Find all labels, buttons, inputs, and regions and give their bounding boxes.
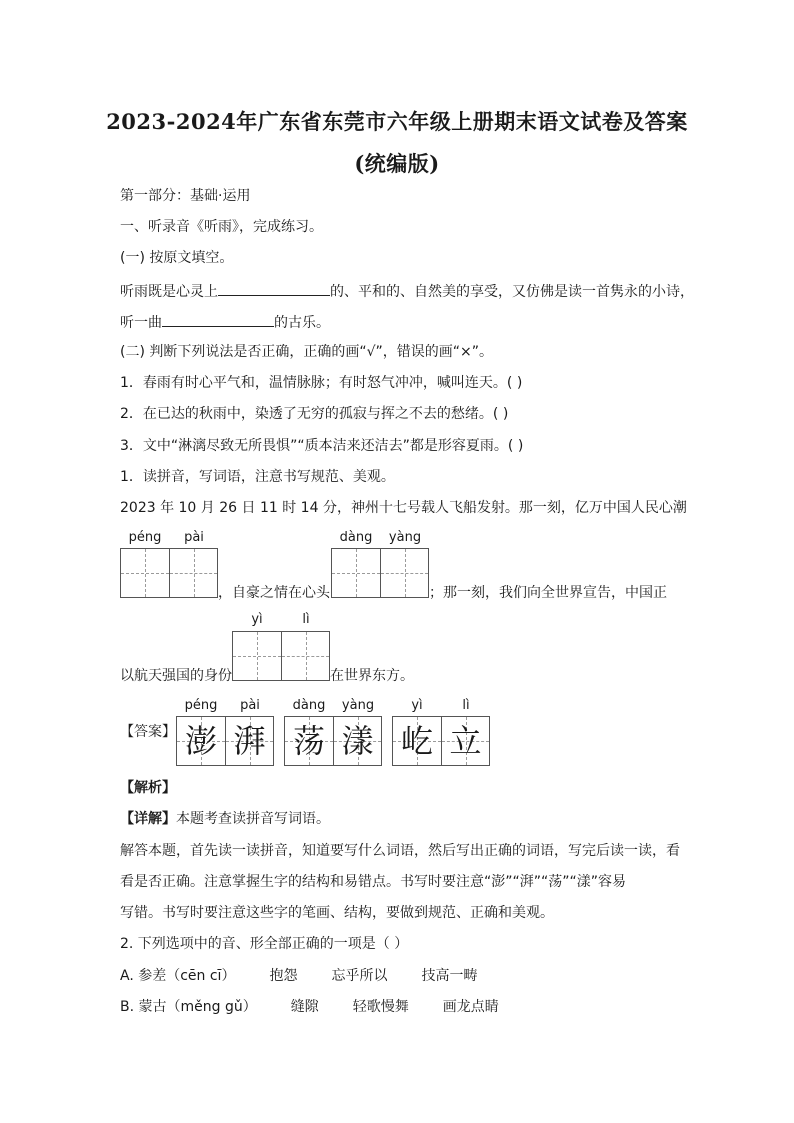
analysis-label: 【解析】	[120, 780, 176, 796]
answer-grid-yili	[392, 716, 490, 766]
pinyin-label: yàng	[388, 530, 422, 545]
page-subtitle: (统编版)	[354, 151, 440, 176]
fill-line-1: 听雨既是心灵上 的、平和的、自然美的享受，又仿佛是读一首隽永的小诗，	[120, 280, 694, 302]
explain-line: 解答本题，首先读一读拼音，知道要写什么词语，然后写出正确的词语，写完后读一读，看	[120, 843, 680, 859]
sub-heading-judge: (二) 判断下列说法是否正确，正确的画“√”，错误的画“×”。	[120, 344, 494, 360]
answer-char: 屹	[400, 722, 433, 760]
answer-char: 澎	[184, 722, 217, 760]
answer-grid-pengpai	[176, 716, 274, 766]
page-title: 2023-2024年广东省东莞市六年级上册期末语文试卷及答案	[106, 109, 688, 134]
pinyin-label: péng	[184, 698, 218, 713]
detail-text: 本题考查读拼音写词语。	[176, 811, 330, 827]
part-heading: 第一部分：基础·运用	[120, 188, 251, 204]
question-1-text: ，自豪之情在心头	[218, 585, 330, 601]
pinyin-label: pài	[240, 698, 260, 713]
pinyin-label: péng	[128, 530, 162, 545]
writing-grid-yili[interactable]	[232, 631, 330, 681]
answer-grid-dangyang	[284, 716, 382, 766]
fill-line-2: 听一曲 的古乐。	[120, 311, 330, 333]
sub-heading-fill: (一) 按原文填空。	[120, 250, 234, 266]
pinyin-label: yàng	[341, 698, 375, 713]
question-1-text: 2023 年 10 月 26 日 11 时 14 分，神州十七号载人飞船发射。那一刻，亿万中国人民心潮	[120, 500, 687, 516]
answer-char: 湃	[233, 722, 266, 760]
detail-line	[120, 809, 330, 829]
detail-label: 【详解】	[120, 811, 176, 827]
question-2-title: 2. 下列选项中的音、形全部正确的一项是（ ）	[120, 936, 409, 952]
judge-item: 1．春雨有时心平气和，温情脉脉；有时怒气冲冲，喊叫连天。( )	[120, 375, 523, 391]
pinyin-label: pài	[184, 530, 204, 545]
explain-line: 看是否正确。注意掌握生字的结构和易错点。书写时要注意“澎”“湃”“荡”“漾”容易	[120, 874, 627, 890]
question-1-text: 在世界东方。	[330, 668, 414, 684]
pinyin-label: lì	[302, 612, 310, 627]
pinyin-label: lì	[462, 698, 470, 713]
option-b: B. 蒙古（měng gǔ） 缝隙 轻歌慢舞 画龙点睛	[120, 999, 499, 1015]
pinyin-label: yì	[251, 612, 263, 627]
pinyin-label: yì	[411, 698, 423, 713]
writing-grid-dangyang[interactable]	[331, 548, 429, 598]
answer-char: 立	[449, 722, 482, 760]
pinyin-label: dàng	[339, 530, 373, 545]
question-1-text: ；那一刻，我们向全世界宣告，中国正	[429, 585, 667, 601]
judge-item: 2．在已达的秋雨中，染透了无穷的孤寂与挥之不去的愁绪。( )	[120, 406, 509, 422]
judge-item: 3．文中“淋漓尽致无所畏惧”“质本洁来还洁去”都是形容夏雨。( )	[120, 438, 524, 454]
section-heading: 一、听录音《听雨》，完成练习。	[120, 219, 323, 235]
answer-label: 【答案】	[120, 724, 176, 740]
answer-char: 荡	[292, 722, 325, 760]
question-1-text: 以航天强国的身份	[120, 668, 232, 684]
fill-blank-2[interactable]	[162, 311, 274, 327]
fill-blank-1[interactable]	[218, 280, 330, 296]
option-a: A. 参差（cēn cī） 抱怨 忘乎所以 技高一畴	[120, 968, 478, 984]
answer-char: 漾	[341, 722, 374, 760]
question-1-title: 1．读拼音，写词语，注意书写规范、美观。	[120, 469, 395, 485]
explain-line: 写错。书写时要注意这些字的笔画、结构，要做到规范、正确和美观。	[120, 905, 554, 921]
pinyin-label: dàng	[292, 698, 326, 713]
writing-grid-pengpai[interactable]	[120, 548, 218, 598]
